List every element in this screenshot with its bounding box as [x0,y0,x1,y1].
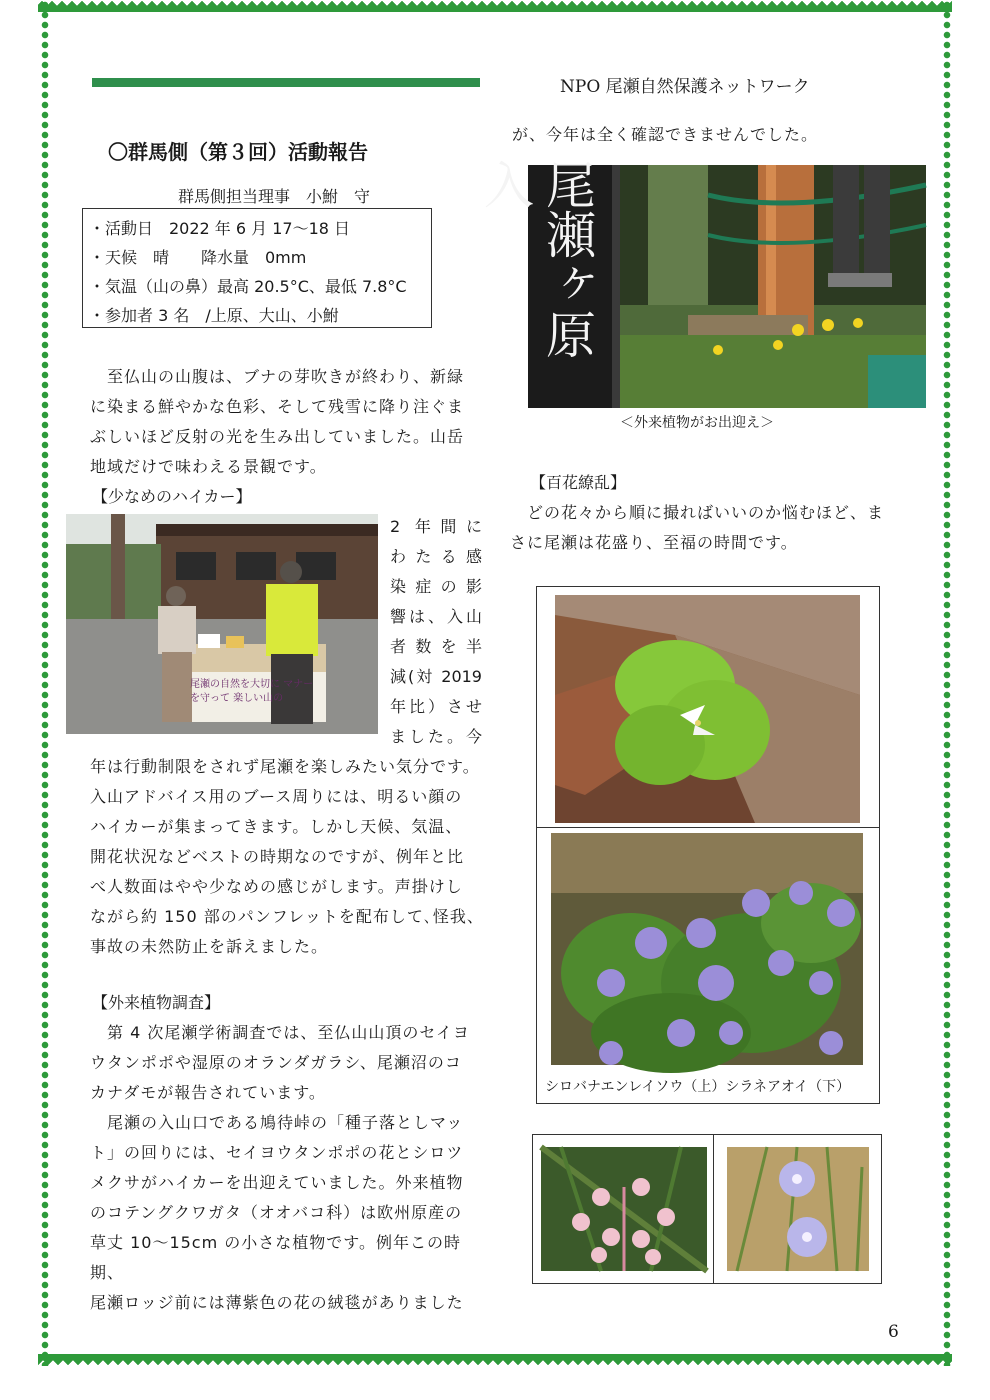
info-weather: ・天候 晴 降水量 0mm [89,248,307,267]
info-participants: ・参加者 3 名 /上原、大山、小鮒 [89,306,339,325]
heading-alien-plants: 【外来植物調査】 [92,993,221,1012]
flower-photo-frame-large [536,586,880,1104]
text-line: 年比）させ [390,697,482,716]
text-line: わたる感 [390,547,482,566]
text-line: ました。今 [390,727,482,746]
decorative-border-left [40,0,50,1366]
sign-text: 尾瀬ヶ原入 [476,159,596,359]
text-line: ウタンポポや湿原のオランダガラシ、尾瀬沼のコ [90,1053,462,1072]
text-line: べ人数面はやや少なめの感じがします。声掛けし [90,877,463,896]
booth-sign-text: 尾瀬の自然を大切に マナーを守って 楽しい山の [190,679,314,704]
text-line: 事故の未然防止を訴えました。 [90,937,329,956]
frame-divider [713,1135,714,1283]
heading-flowers: 【百花繚乱】 [530,473,627,492]
flower-photo-frame-small [532,1134,882,1284]
text-line: ト」の回りには、セイヨウタンポポの花とシロツ [90,1143,464,1162]
text-line: ハイカーが集まってきます。しかし天候、気温、 [90,817,463,836]
frame-divider [537,827,879,828]
organization-name: NPO 尾瀬自然保護ネットワーク [560,77,810,97]
paragraph-intro [90,362,482,482]
text-line: 年は行動制限をされず尾瀬を楽しみたい気分です。 [90,757,480,776]
text-line: 開花状況などベストの時期なのですが、例年と比 [90,847,465,866]
text-line: どの花々から順に撮ればいいのか悩むほど、ま [510,503,885,522]
text-line: 減(対 2019 [390,667,482,686]
decorative-border-right [942,0,952,1366]
text-line: 尾瀬ロッジ前には薄紫色の花の絨毯がありました [90,1293,464,1312]
text-line: 至仏山の山腹は、ブナの芽吹きが終わり、新緑 [90,367,465,386]
text-line: に染まる鮮やかな色彩、そして残雪に降り注ぐま [90,397,465,416]
paragraph-flowers [510,498,910,558]
header-accent-bar [92,78,480,87]
photo-blue-flowers [727,1147,869,1271]
text-line: 草丈 10〜15cm の小さな植物です。例年この時期、 [90,1233,461,1282]
paragraph-hikers-wrap [390,512,482,752]
text-line: のコテングクワガタ（オオバコ科）は欧州原産の [90,1203,463,1222]
info-temperature: ・気温（山の鼻）最高 20.5°C、最低 7.8°C [89,277,407,296]
text-line: カナダモが報告されています。 [90,1083,326,1102]
photo-shiraneaoi [551,833,863,1065]
activity-info-box [82,208,432,328]
text-line: 響は、入山 [390,607,482,626]
text-line: 第 4 次尾瀬学術調査では、至仏山山頂のセイヨ [90,1023,470,1042]
text-line: さに尾瀬は花盛り、至福の時間です。 [510,533,798,552]
page-number: 6 [888,1322,899,1342]
paragraph-hikers [90,752,490,962]
text-line: 2 年間に [390,517,482,536]
decorative-border-top [38,0,952,12]
text-line: 染症の影 [390,577,482,596]
photo-pink-flowers [541,1147,707,1271]
photo-trillium [555,595,860,823]
photo-caption-alien: ＜外来植物がお出迎え＞ [620,415,774,431]
paragraph-continued: が、今年は全く確認できませんでした。 [512,125,819,144]
photo-entrance-sign [476,159,926,408]
text-line: 尾瀬の入山口である鳩待峠の「種子落としマッ [90,1113,464,1132]
text-line: ながら約 150 部のパンフレットを配布して､怪我、 [90,907,484,926]
paragraph-alien-plants [90,1018,482,1318]
text-line: 地域だけで味わえる景観です。 [90,457,327,476]
article-byline: 群馬側担当理事 小鮒 守 [178,187,371,206]
info-date: ・活動日 2022 年 6 月 17〜18 日 [89,219,351,238]
text-line: 入山アドバイス用のブース周りには、明るい顔の [90,787,463,806]
photo-hiker-booth [66,514,378,734]
text-line: メクサがハイカーを出迎えていました。外来植物 [90,1173,464,1192]
decorative-border-bottom [38,1354,952,1366]
heading-hikers: 【少なめのハイカー】 [92,487,252,506]
text-line: ぶしいほど反射の光を生み出していました。山岳 [90,427,465,446]
text-line: 者数を半 [390,637,482,656]
photo-caption-flowers: シロバナエンレイソウ（上）シラネアオイ（下） [545,1079,851,1095]
article-title: 〇群馬側（第３回）活動報告 [108,140,368,164]
